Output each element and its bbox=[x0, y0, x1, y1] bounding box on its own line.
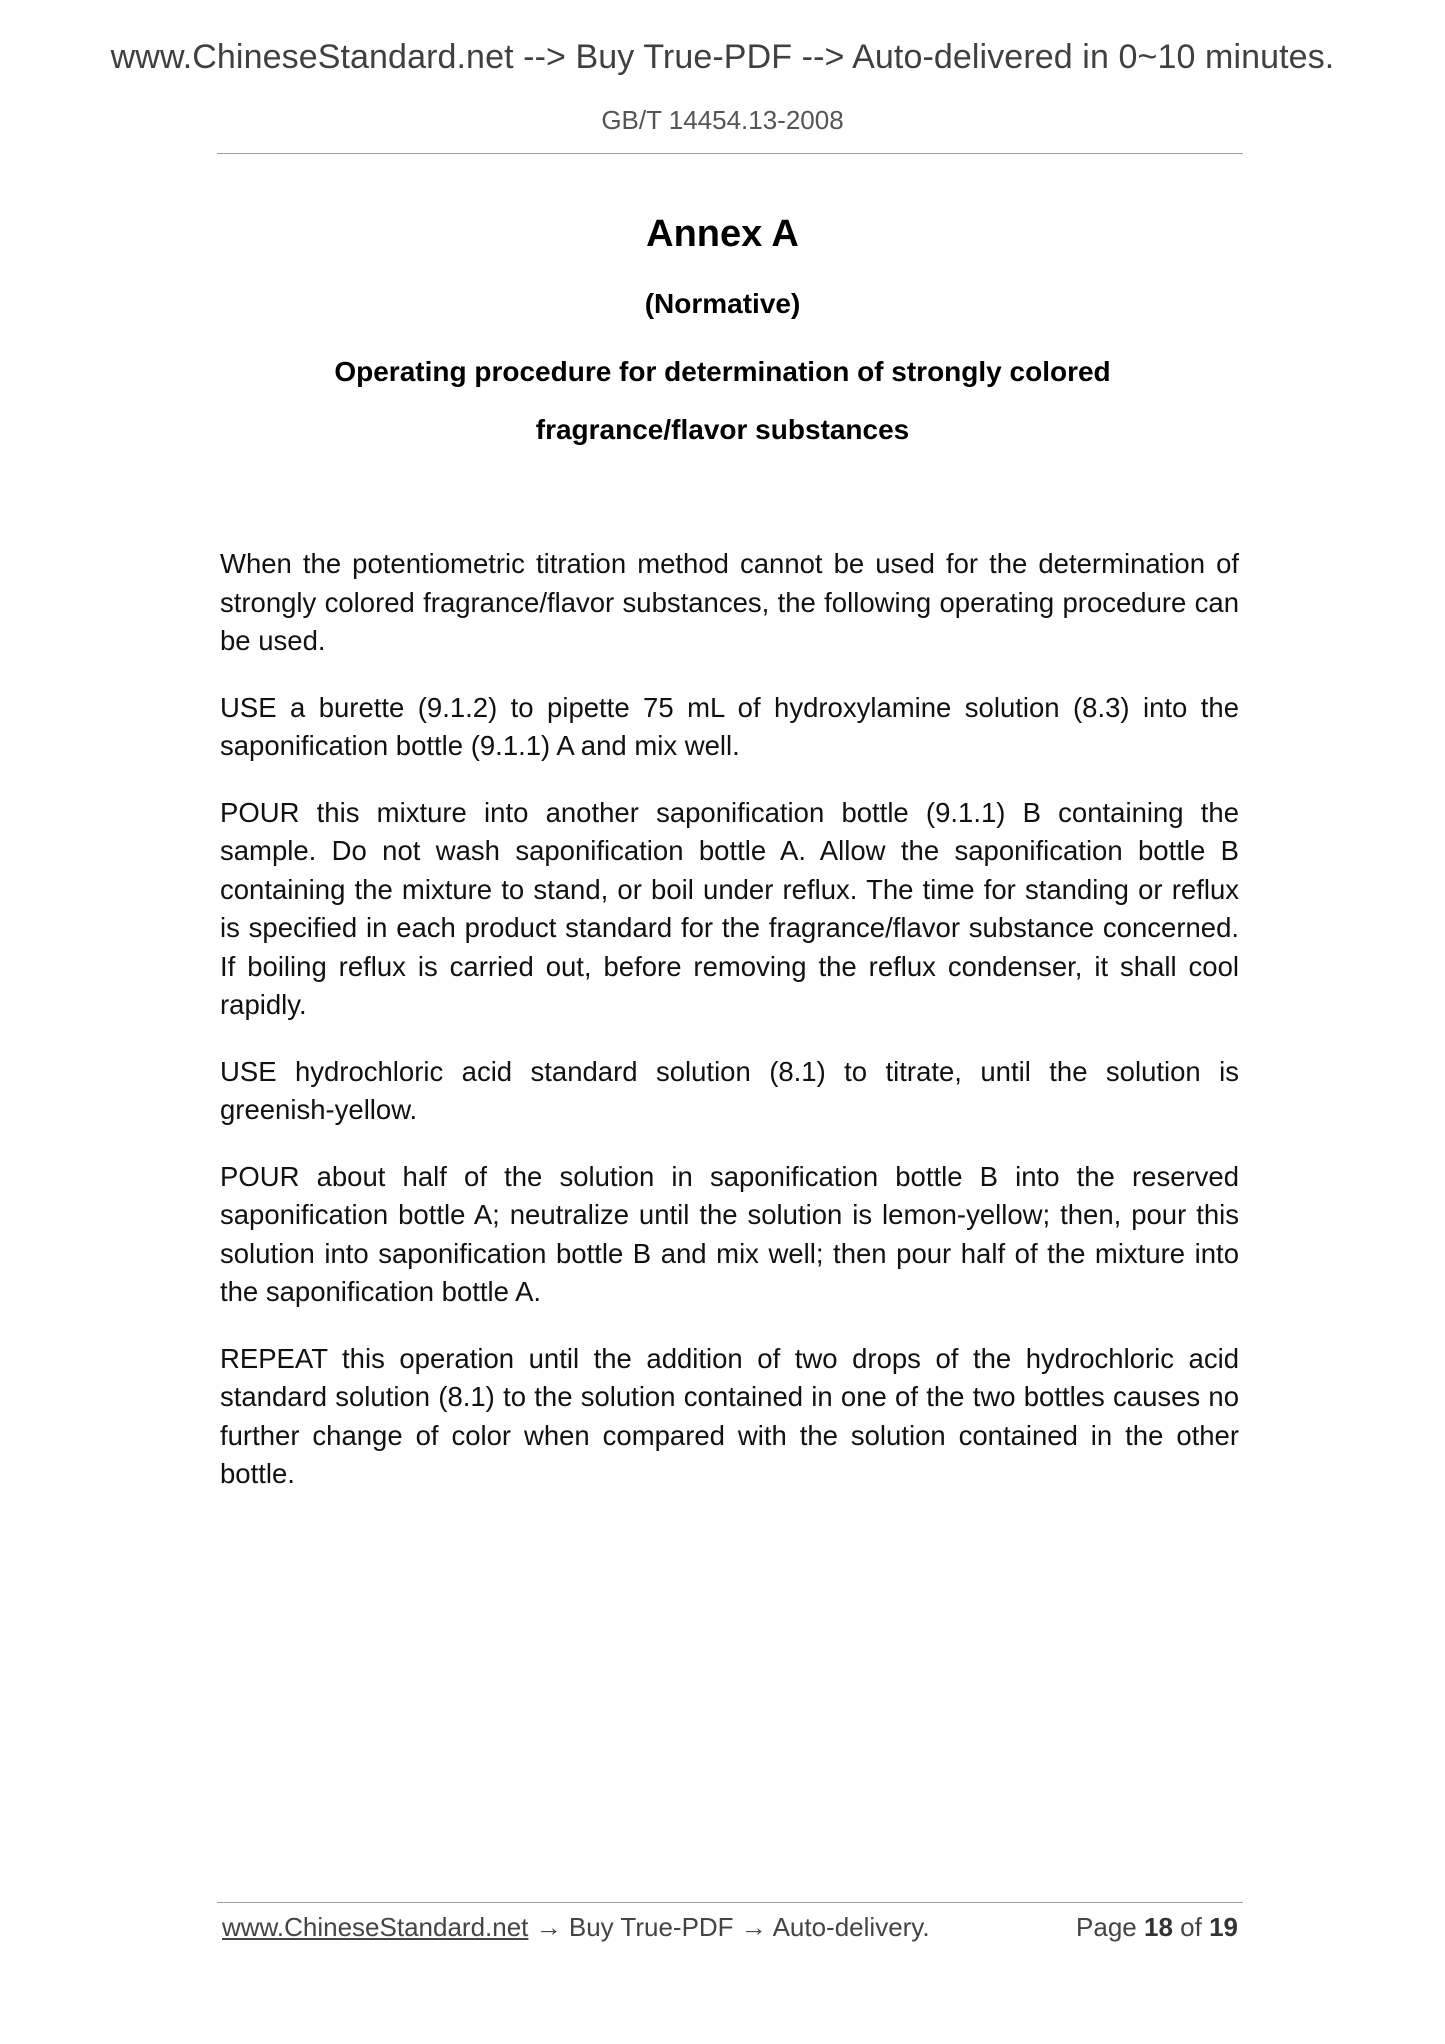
footer-delivery-text: → Buy True-PDF → Auto-delivery. bbox=[528, 1912, 930, 1942]
annex-body bbox=[220, 545, 1239, 1522]
page-number bbox=[1076, 1912, 1238, 1943]
annex-type: (Normative) bbox=[644, 288, 801, 319]
standard-number: GB/T 14454.13-2008 bbox=[601, 105, 844, 135]
paragraph-repeat: REPEAT this operation until the addition of two drops of the hydrochloric acid standard solution (8.1) to the solution contained in one of the two bottles causes no further change of color when compared with the solution contained in the other bottle. bbox=[220, 1342, 1239, 1489]
annex-heading bbox=[0, 343, 1445, 459]
paragraph-use-burette: USE a burette (9.1.2) to pipette 75 mL of hydroxylamine solution (8.3) into the saponification bottle (9.1.1) A and mix well. bbox=[220, 691, 1239, 761]
paragraph-intro: When the potentiometric titration method cannot be used for the determination of strongly colored fragrance/flavor substances, the following operating procedure can be used. bbox=[220, 548, 1239, 656]
footer-site-link[interactable]: www.ChineseStandard.net bbox=[222, 1912, 529, 1942]
of-label: of bbox=[1180, 1912, 1202, 1942]
page-label: Page bbox=[1076, 1912, 1137, 1942]
annex-heading-line-1: Operating procedure for determination of strongly colored bbox=[334, 356, 1111, 387]
page-total: 19 bbox=[1209, 1912, 1238, 1942]
annex-heading-line-2: fragrance/flavor substances bbox=[535, 414, 910, 445]
header-divider bbox=[217, 153, 1243, 154]
footer-delivery-note bbox=[222, 1912, 930, 1943]
paragraph-pour-mixture: POUR this mixture into another saponification bottle (9.1.1) B containing the sample. Do not wash saponification bottle A. Allow the saponification bottle B containing the mixture to stand, or boil under reflux. The time for standing or reflux is specified in each product standard for the fragrance/flavor substance concerned. If boiling reflux is carried out, before removing the reflux condenser, it shall cool rapidly. bbox=[220, 796, 1239, 1020]
annex-title: Annex A bbox=[646, 213, 799, 255]
paragraph-pour-half: POUR about half of the solution in saponification bottle B into the reserved saponification bottle A; neutralize until the solution is lemon-yellow; then, pour this solution into saponification bottle B and mix well; then pour half of the mixture into the saponification bottle A. bbox=[220, 1160, 1239, 1307]
footer-divider bbox=[217, 1902, 1243, 1903]
page-current: 18 bbox=[1144, 1912, 1173, 1942]
paragraph-titrate: USE hydrochloric acid standard solution (8.1) to titrate, until the solution is greenish-yellow. bbox=[220, 1055, 1239, 1125]
top-banner: www.ChineseStandard.net --> Buy True-PDF --> Auto-delivered in 0~10 minutes. bbox=[110, 38, 1335, 76]
